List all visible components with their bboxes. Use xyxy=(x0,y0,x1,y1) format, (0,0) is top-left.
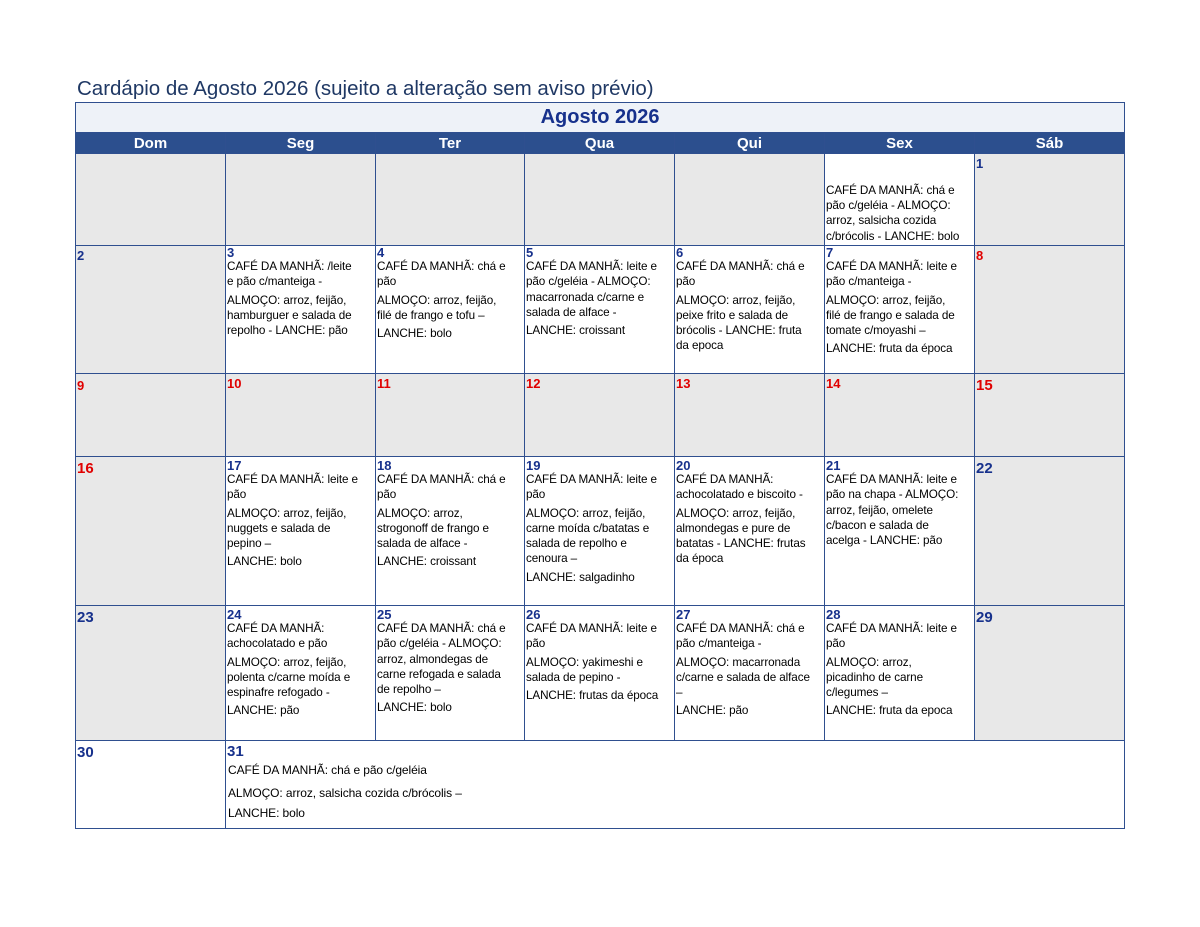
day-cell-17 xyxy=(226,457,376,606)
menu-line: LANCHE: bolo xyxy=(377,327,452,341)
menu-text xyxy=(525,621,674,703)
menu-line: acelga - LANCHE: pão xyxy=(826,534,943,548)
menu-line: ALMOÇO: macarronada xyxy=(676,655,801,669)
day-cell-empty xyxy=(675,154,825,246)
menu-line: ALMOÇO: arroz, feijão, xyxy=(227,506,347,520)
day-cell-3 xyxy=(226,246,376,374)
menu-line: de repolho – xyxy=(377,683,441,697)
day-number: 18 xyxy=(377,458,392,473)
day-number: 13 xyxy=(676,376,691,391)
menu-line: ALMOÇO: arroz, feijão, xyxy=(377,293,497,307)
day-number: 9 xyxy=(77,378,85,393)
menu-line: pão c/manteiga - xyxy=(676,637,762,651)
menu-text xyxy=(675,621,824,719)
menu-text xyxy=(226,760,1124,823)
day-number: 26 xyxy=(526,607,541,622)
menu-line: peixe frito e salada de xyxy=(676,308,789,322)
menu-line: CAFÉ DA MANHÃ: leite e xyxy=(526,622,657,635)
menu-line: CAFÉ DA MANHÃ: xyxy=(676,473,774,486)
day-number: 2 xyxy=(77,248,85,263)
day-number: 11 xyxy=(377,376,391,391)
day-number: 7 xyxy=(826,245,834,260)
menu-line: ALMOÇO: yakimeshi e xyxy=(526,655,643,669)
menu-text xyxy=(675,259,824,354)
weekday-fri: Sex xyxy=(825,133,975,154)
menu-line: strogonoff de frango e xyxy=(377,521,489,535)
menu-text xyxy=(525,472,674,585)
menu-line: ALMOÇO: arroz, salsicha cozida c/brócolis – xyxy=(228,786,462,800)
day-number: 16 xyxy=(77,460,94,477)
day-cell-24 xyxy=(226,606,376,741)
menu-text xyxy=(825,183,974,245)
day-cell-8 xyxy=(975,246,1125,374)
menu-line: carne refogada e salada xyxy=(377,667,501,681)
menu-line: CAFÉ DA MANHÃ: chá e xyxy=(377,260,506,273)
menu-line: – xyxy=(676,686,683,700)
menu-line: cenoura – xyxy=(526,552,578,566)
menu-line: CAFÉ DA MANHÃ: /leite xyxy=(227,260,352,273)
menu-text xyxy=(675,472,824,567)
day-number: 27 xyxy=(676,607,691,622)
day-cell-14 xyxy=(825,374,975,457)
menu-text xyxy=(226,259,375,338)
day-number: 5 xyxy=(526,245,534,260)
day-number: 19 xyxy=(526,458,541,473)
menu-text xyxy=(226,472,375,570)
menu-line: arroz, salsicha cozida xyxy=(826,214,937,228)
menu-line: filé de frango e tofu – xyxy=(377,308,485,322)
day-number: 6 xyxy=(676,245,684,260)
menu-line: pão xyxy=(377,275,397,289)
menu-line: LANCHE: bolo xyxy=(377,701,452,715)
menu-line: pão c/geléia - ALMOÇO: xyxy=(826,199,951,213)
day-cell-23 xyxy=(76,606,226,741)
day-number: 12 xyxy=(526,376,541,391)
menu-line: arroz, feijão, omelete xyxy=(826,503,933,517)
day-number: 1 xyxy=(976,156,984,171)
menu-line: CAFÉ DA MANHÃ: chá e xyxy=(377,473,506,486)
menu-line: arroz, almondegas de xyxy=(377,652,489,666)
menu-line: CAFÉ DA MANHÃ: chá e xyxy=(377,622,506,635)
day-number: 25 xyxy=(377,607,392,622)
day-number: 17 xyxy=(227,458,242,473)
menu-line: LANCHE: salgadinho xyxy=(526,570,635,584)
menu-line: LANCHE: bolo xyxy=(227,555,302,569)
menu-line: LANCHE: fruta da época xyxy=(826,342,953,356)
day-cell-11 xyxy=(376,374,525,457)
menu-line: nuggets e salada de xyxy=(227,521,331,535)
day-cell-21 xyxy=(825,457,975,606)
day-cell-22 xyxy=(975,457,1125,606)
menu-line: CAFÉ DA MANHÃ: leite e xyxy=(227,473,358,486)
day-number: 15 xyxy=(976,377,993,394)
menu-line: brócolis - LANCHE: fruta xyxy=(676,324,802,338)
menu-line: pão xyxy=(526,488,546,502)
day-cell-16 xyxy=(76,457,226,606)
menu-text xyxy=(825,472,974,548)
menu-line: CAFÉ DA MANHÃ: leite e xyxy=(826,473,957,486)
menu-line: LANCHE: pão xyxy=(676,704,749,718)
day-cell-9 xyxy=(76,374,226,457)
weekday-sat: Sáb xyxy=(975,133,1125,154)
menu-line: CAFÉ DA MANHÃ: chá e xyxy=(676,622,805,635)
day-number: 23 xyxy=(77,609,94,626)
menu-line: LANCHE: pão xyxy=(227,704,300,718)
day-cell-1 xyxy=(975,154,1125,246)
day-cell-12 xyxy=(525,374,675,457)
menu-line: salada de repolho e xyxy=(526,537,627,551)
menu-line: achocolatado e pão xyxy=(227,637,328,651)
menu-line: ALMOÇO: arroz, feijão, xyxy=(227,293,347,307)
menu-line: macarronada c/carne e xyxy=(526,290,645,304)
menu-line: CAFÉ DA MANHÃ: chá e pão c/geléia xyxy=(228,763,427,777)
day-cell-6 xyxy=(675,246,825,374)
menu-text xyxy=(825,621,974,719)
menu-line: ALMOÇO: arroz, feijão, xyxy=(227,655,347,669)
menu-line: LANCHE: fruta da epoca xyxy=(826,704,953,718)
day-cell-10 xyxy=(226,374,376,457)
day-cell-25 xyxy=(376,606,525,741)
day-number: 14 xyxy=(826,376,841,391)
day-cell-28 xyxy=(825,606,975,741)
weekday-wed: Qua xyxy=(525,133,675,154)
menu-line: repolho - LANCHE: pão xyxy=(227,324,348,338)
menu-line: pão c/manteiga - xyxy=(826,275,912,289)
menu-line: CAFÉ DA MANHÃ: leite e xyxy=(826,622,957,635)
menu-line: pão c/geléia - ALMOÇO: xyxy=(377,637,502,651)
day-cell-5 xyxy=(525,246,675,374)
menu-line: CAFÉ DA MANHÃ: leite e xyxy=(526,473,657,486)
day-cell-7 xyxy=(825,246,975,374)
menu-line: tomate c/moyashi – xyxy=(826,324,926,338)
day-cell-19 xyxy=(525,457,675,606)
day-cell-4 xyxy=(376,246,525,374)
menu-line: LANCHE: frutas da época xyxy=(526,689,659,703)
menu-line: c/bacon e salada de xyxy=(826,518,929,532)
day-cell-13 xyxy=(675,374,825,457)
menu-line: polenta c/carne moída e xyxy=(227,670,351,684)
day-cell-26 xyxy=(525,606,675,741)
day-number: 30 xyxy=(77,744,94,761)
day-cell-fri-menu xyxy=(825,154,975,246)
day-cell-2 xyxy=(76,246,226,374)
menu-text xyxy=(525,259,674,338)
menu-line: CAFÉ DA MANHÃ: leite e xyxy=(826,260,957,273)
menu-text xyxy=(376,621,524,716)
menu-line: LANCHE: bolo xyxy=(228,806,305,820)
menu-line: ALMOÇO: arroz, feijão, xyxy=(826,293,946,307)
day-cell-15 xyxy=(975,374,1125,457)
day-number: 8 xyxy=(976,248,984,263)
page-title: Cardápio de Agosto 2026 (sujeito a alteração sem aviso prévio) xyxy=(77,77,654,100)
menu-line: pão na chapa - ALMOÇO: xyxy=(826,488,959,502)
menu-line: salada de alface - xyxy=(377,537,468,551)
weekday-mon: Seg xyxy=(226,133,376,154)
menu-line: ALMOÇO: arroz, feijão, xyxy=(676,293,796,307)
day-cell-31 xyxy=(226,741,1125,829)
day-number: 20 xyxy=(676,458,691,473)
menu-line: pão xyxy=(377,488,397,502)
menu-line: pão xyxy=(227,488,247,502)
day-cell-27 xyxy=(675,606,825,741)
menu-line: almondegas e pure de xyxy=(676,521,791,535)
menu-line: CAFÉ DA MANHÃ: chá e xyxy=(826,183,955,197)
menu-line: c/brócolis - LANCHE: bolo xyxy=(826,229,960,243)
day-number: 22 xyxy=(976,460,993,477)
menu-text xyxy=(376,472,524,570)
weekday-sun: Dom xyxy=(76,133,226,154)
menu-line: picadinho de carne xyxy=(826,670,923,684)
day-cell-29 xyxy=(975,606,1125,741)
day-number: 4 xyxy=(377,245,385,260)
menu-line: ALMOÇO: arroz, xyxy=(826,655,912,669)
menu-text xyxy=(825,259,974,357)
menu-line: pão c/geléia - ALMOÇO: xyxy=(526,275,651,289)
day-cell-empty xyxy=(376,154,525,246)
day-number: 31 xyxy=(227,743,244,760)
menu-line: batatas - LANCHE: frutas xyxy=(676,537,806,551)
menu-line: c/carne e salada de alface xyxy=(676,670,810,684)
menu-line: ALMOÇO: arroz, xyxy=(377,506,463,520)
menu-line: pão xyxy=(676,275,696,289)
day-number: 10 xyxy=(227,376,242,391)
menu-line: hamburguer e salada de xyxy=(227,308,352,322)
menu-text xyxy=(376,259,524,341)
day-cell-empty xyxy=(76,154,226,246)
menu-line: pão xyxy=(526,637,546,651)
day-number: 24 xyxy=(227,607,242,622)
day-cell-20 xyxy=(675,457,825,606)
menu-line: CAFÉ DA MANHÃ: xyxy=(227,622,325,635)
menu-line: filé de frango e salada de xyxy=(826,308,955,322)
menu-line: c/legumes – xyxy=(826,686,888,700)
day-cell-18 xyxy=(376,457,525,606)
day-number: 3 xyxy=(227,245,235,260)
menu-line: salada de alface - xyxy=(526,305,617,319)
calendar-table xyxy=(75,102,1125,829)
day-cell-empty xyxy=(226,154,376,246)
menu-line: LANCHE: croissant xyxy=(526,324,625,338)
menu-line: LANCHE: croissant xyxy=(377,555,476,569)
menu-line: e pão c/manteiga - xyxy=(227,275,323,289)
weekday-thu: Qui xyxy=(675,133,825,154)
menu-text xyxy=(226,621,375,719)
menu-line: pão xyxy=(826,637,846,651)
day-number: 29 xyxy=(976,609,993,626)
day-number: 21 xyxy=(826,458,841,473)
menu-line: ALMOÇO: arroz, feijão, xyxy=(526,506,646,520)
menu-line: da época xyxy=(676,552,724,566)
menu-line: da epoca xyxy=(676,339,724,353)
menu-line: espinafre refogado - xyxy=(227,686,330,700)
menu-line: carne moída c/batatas e xyxy=(526,521,650,535)
menu-line: pepino – xyxy=(227,537,272,551)
menu-line: CAFÉ DA MANHÃ: leite e xyxy=(526,260,657,273)
day-cell-30 xyxy=(76,741,226,829)
menu-line: achocolatado e biscoito - xyxy=(676,488,803,502)
menu-line: CAFÉ DA MANHÃ: chá e xyxy=(676,260,805,273)
weekday-tue: Ter xyxy=(376,133,525,154)
menu-line: ALMOÇO: arroz, feijão, xyxy=(676,506,796,520)
day-number: 28 xyxy=(826,607,841,622)
calendar-month-header: Agosto 2026 xyxy=(76,103,1125,133)
day-cell-empty xyxy=(525,154,675,246)
menu-line: salada de pepino - xyxy=(526,670,621,684)
